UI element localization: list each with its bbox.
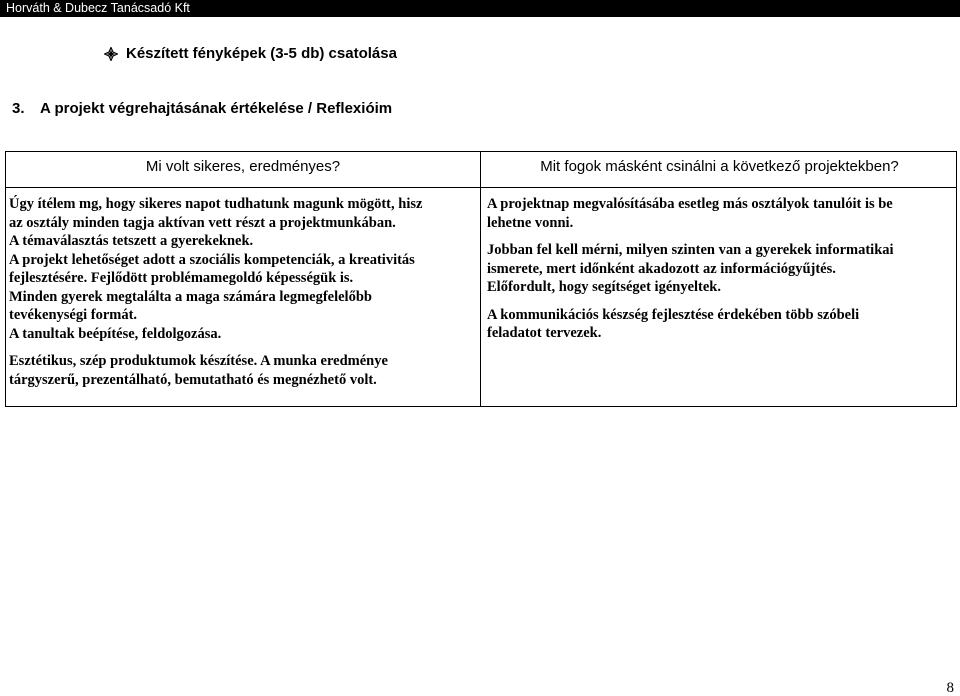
- text-line: az osztály minden tagja aktívan vett részt a projektmunkában.: [9, 214, 396, 231]
- text-line: Előfordult, hogy segítséget igényeltek.: [487, 279, 721, 295]
- left-column-header: Mi volt sikeres, eredményes?: [145, 158, 341, 175]
- reflection-table: [5, 151, 957, 407]
- text-line: A témaválasztás tetszett a gyerekeknek.: [9, 233, 254, 249]
- diamond-bullet-icon: [104, 47, 118, 61]
- text-line: ismerete, mert időnként akadozott az információgyűjtés.: [487, 260, 836, 277]
- text-line: Jobban fel kell mérni, milyen szinten van a gyerekek informatikai: [487, 242, 894, 258]
- section-number: 3.: [12, 100, 25, 117]
- text-line: Úgy ítélem mg, hogy sikeres napot tudhatunk magunk mögött, hisz: [9, 196, 423, 212]
- text-line: A tanultak beépítése, feldolgozása.: [9, 325, 222, 342]
- photo-attachment-bullet: [104, 44, 397, 64]
- text-line: tevékenységi formát.: [9, 307, 138, 323]
- text-line: lehetne vonni.: [487, 214, 574, 231]
- header-bar: [0, 0, 960, 17]
- bullet-text: Készített fényképek (3-5 db) csatolása: [126, 45, 397, 62]
- text-line: A kommunikációs készség fejlesztése érdekében több szóbeli: [487, 306, 860, 323]
- text-line: feladatot tervezek.: [487, 325, 602, 341]
- section-title: A projekt végrehajtásának értékelése / Reflexióim: [40, 100, 393, 117]
- right-column-header: Mit fogok másként csinálni a következő projektekben?: [540, 158, 899, 175]
- table-header-divider: [6, 187, 956, 188]
- company-name: Horváth & Dubecz Tanácsadó Kft: [6, 1, 190, 15]
- successes-cell: [9, 195, 474, 389]
- text-line: Minden gyerek megtalálta a maga számára legmegfelelőbb: [9, 288, 372, 305]
- text-line: A projektnap megvalósításába esetleg más osztályok tanulóit is be: [487, 196, 893, 212]
- text-line: Esztétikus, szép produktumok készítése. A munka eredménye: [9, 353, 388, 369]
- section-heading: [12, 99, 392, 119]
- text-line: A projekt lehetőséget adott a szociális kompetenciák, a kreativitás: [9, 251, 415, 268]
- text-line: fejlesztésére. Fejlődött problémamegoldó képességük is.: [9, 270, 354, 286]
- page-number: 8: [946, 680, 954, 696]
- text-line: tárgyszerű, prezentálható, bemutatható és megnézhető volt.: [9, 371, 377, 388]
- improvements-cell: [487, 195, 952, 343]
- table-column-divider: [480, 152, 481, 406]
